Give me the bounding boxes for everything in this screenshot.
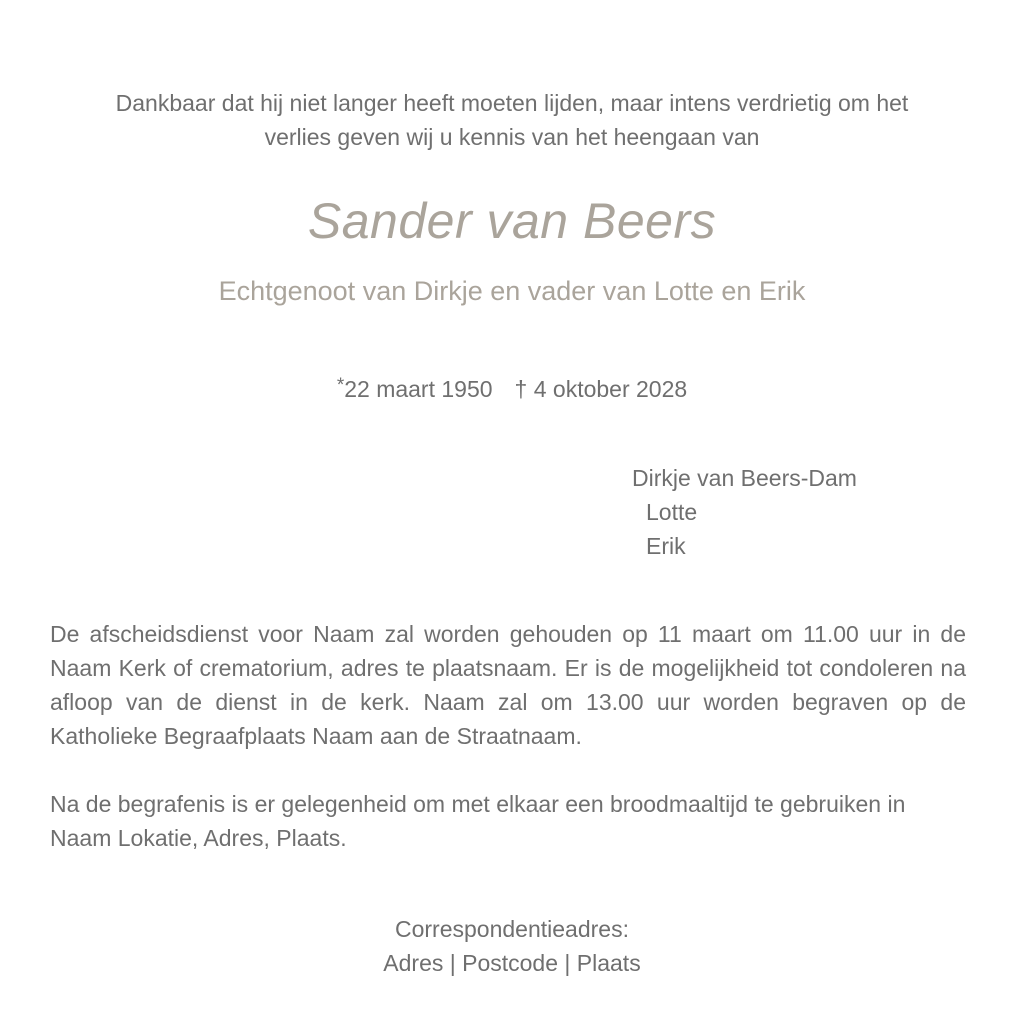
correspondence-label: Correspondentieadres:	[395, 916, 629, 942]
birth-date: 22 maart 1950	[344, 376, 493, 402]
birth-mark: *	[336, 375, 345, 396]
deceased-name: Sander van Beers	[307, 193, 717, 249]
correspondence-address	[0, 912, 1024, 980]
family-members	[632, 461, 857, 563]
family-member-spouse: Dirkje van Beers-Dam	[632, 465, 857, 491]
correspondence-value: Adres | Postcode | Plaats	[383, 950, 641, 976]
death-date: † 4 oktober 2028	[514, 376, 688, 402]
service-details-paragraph: De afscheidsdienst voor Naam zal worden gehouden op 11 maart om 11.00 uur in de Naam Kerk of crematorium, adres te plaatsnaam. Er is de mogelijkheid tot condoleren na afloop van de dienst in de kerk. Naam zal om 13.00 uur worden begraven op de Katholieke Begraafplaats Naam aan de Straatnaam.	[50, 621, 966, 749]
gathering-details-paragraph: Na de begrafenis is er gelegenheid om met elkaar een broodmaaltijd te gebruiken in Naam Lokatie, Adres, Plaats.	[50, 791, 906, 851]
deceased-relation: Echtgenoot van Dirkje en vader van Lotte en Erik	[218, 276, 806, 306]
intro-line-1: Dankbaar dat hij niet langer heeft moeten lijden, maar intens verdrietig om het	[115, 90, 909, 116]
intro-text	[60, 86, 964, 154]
family-member-child: Lotte	[646, 499, 698, 525]
intro-line-2: verlies geven wij u kennis van het heengaan van	[264, 124, 760, 150]
life-dates	[0, 375, 1024, 403]
family-member-child: Erik	[646, 533, 686, 559]
